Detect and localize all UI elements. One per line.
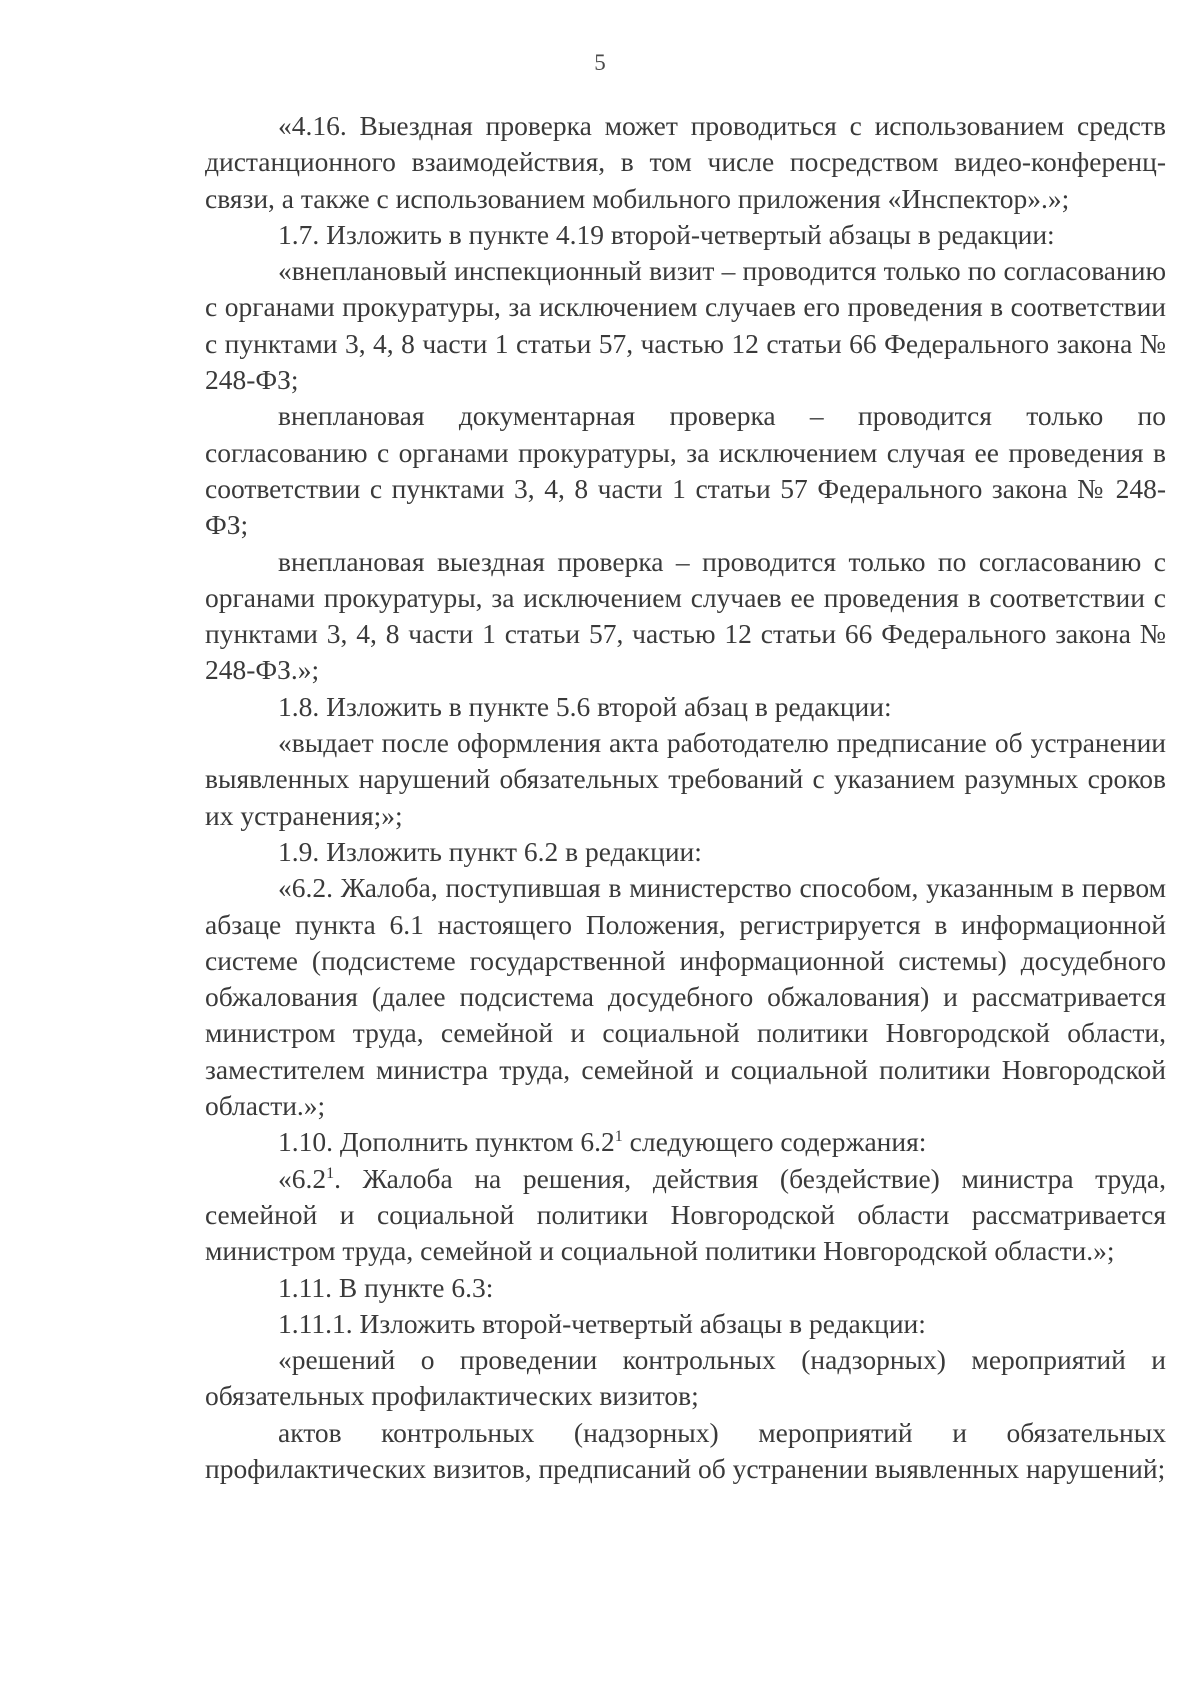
document-body xyxy=(205,108,1166,1487)
paragraph-6-2: «6.2. Жалоба, поступившая в министерство способом, указанным в первом абзаце пункта 6.1 настоящего Положения, регистрируется в информационной системе (подсистеме государственной информационной системы) досудебного обжалования (далее подсистема досудебного обжалования) и рассматривается министром труда, семейной и социальной политики Новгородской области, заместителем министра труда, семейной и социальной политики Новгородской области.»; xyxy=(205,872,1166,1122)
paragraph-1-10-text-end: следующего содержания: xyxy=(622,1126,927,1158)
superscript-1: 1 xyxy=(614,1128,623,1146)
paragraph-decisions: «решений о проведении контрольных (надзорных) мероприятий и обязательных профилактических визитов; xyxy=(205,1344,1166,1412)
paragraph-6-2-1 xyxy=(205,1161,1166,1270)
paragraph-1-9: 1.9. Изложить пункт 6.2 в редакции: xyxy=(278,835,702,867)
paragraph-1-8: 1.8. Изложить в пункте 5.6 второй абзац в редакции: xyxy=(278,690,892,722)
paragraph-unplanned-field-check: внеплановая выездная проверка – проводится только по согласованию с органами прокуратуры, за исключением случаев ее проведения в соответствии с пунктами 3, 4, 8 части 1 статьи 57, частью 12 статьи 66 Федерального закона № 248-ФЗ.»; xyxy=(205,545,1166,686)
paragraph-1-11: 1.11. В пункте 6.3: xyxy=(278,1271,494,1303)
paragraph-acts: актов контрольных (надзорных) мероприятий и обязательных профилактических визитов, предписаний об устранении выявленных нарушений; xyxy=(205,1416,1166,1484)
paragraph-1-7: 1.7. Изложить в пункте 4.19 второй-четвертый абзацы в редакции: xyxy=(278,218,1055,250)
paragraph-unplanned-inspection-visit: «внеплановый инспекционный визит – проводится только по согласованию с органами прокуратуры, за исключением случаев его проведения в соответствии с пунктами 3, 4, 8 части 1 статьи 57, частью 12 статьи 66 Федерального закона № 248-ФЗ; xyxy=(205,255,1166,396)
paragraph-4-16: «4.16. Выездная проверка может проводиться с использованием средств дистанционного взаимодействия, в том числе посредством видео-конференц-связи, а также с использованием мобильного приложения «Инспектор».»; xyxy=(205,110,1166,214)
superscript-1: 1 xyxy=(326,1164,335,1182)
paragraph-issues-order: «выдает после оформления акта работодателю предписание об устранении выявленных нарушений обязательных требований с указанием разумных сроков их устранения;»; xyxy=(205,727,1166,831)
paragraph-6-2-1-text-end: . Жалоба на решения, действия (бездействие) министра труда, семейной и социальной политики Новгородской области рассматривается министром труда, семейной и социальной политики Новгородской области.»; xyxy=(205,1162,1166,1267)
paragraph-1-11-1: 1.11.1. Изложить второй-четвертый абзацы в редакции: xyxy=(278,1307,926,1339)
paragraph-6-2-1-text-start: «6.2 xyxy=(278,1162,327,1194)
paragraph-1-10 xyxy=(205,1124,1166,1160)
paragraph-1-10-text-start: 1.10. Дополнить пунктом 6.2 xyxy=(278,1126,615,1158)
paragraph-unplanned-documentary-check: внеплановая документарная проверка – проводится только по согласованию с органами прокуратуры, за исключением случая ее проведения в соответствии с пунктами 3, 4, 8 части 1 статьи 57 Федерального закона № 248-ФЗ; xyxy=(205,400,1166,541)
page-number: 5 xyxy=(594,50,606,75)
